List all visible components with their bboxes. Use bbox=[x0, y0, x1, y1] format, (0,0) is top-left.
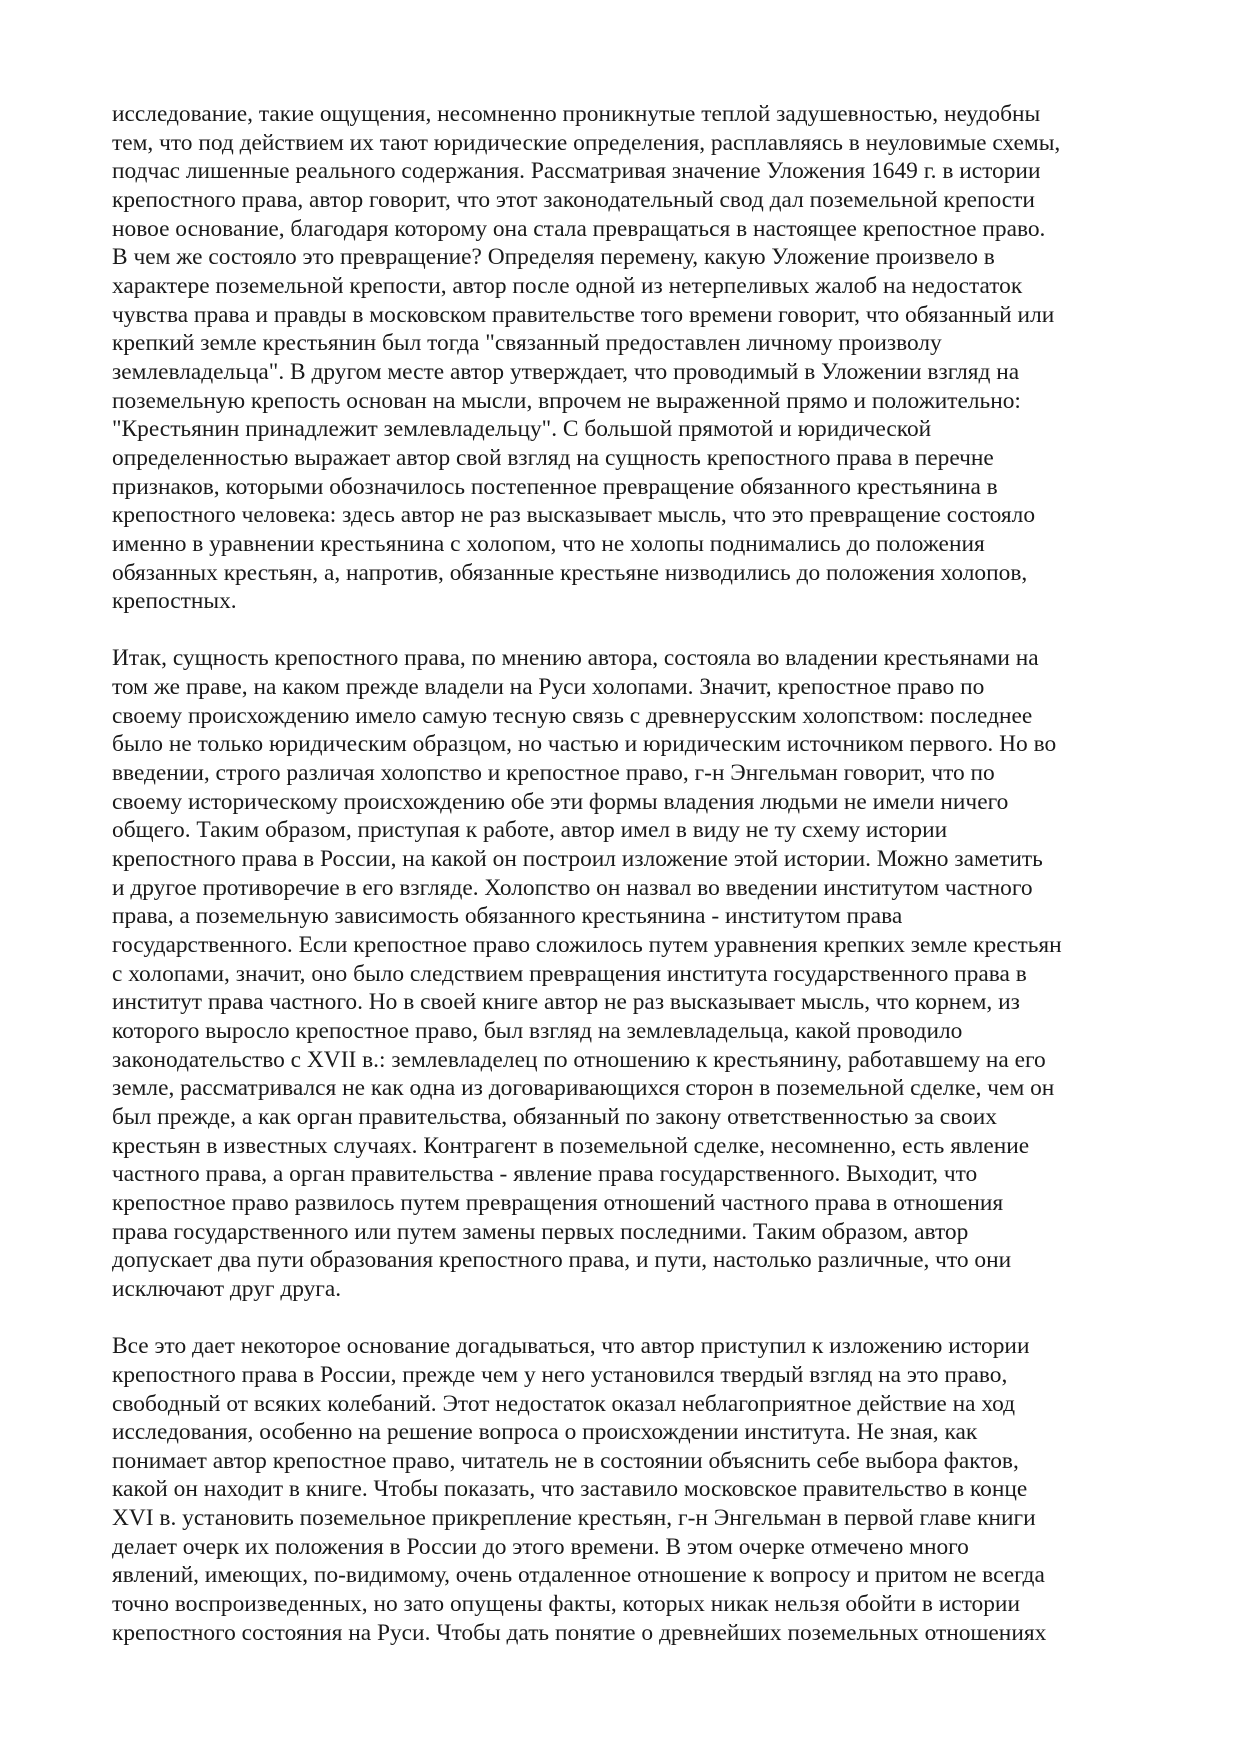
text-line: том же праве, на каком прежде владели на Руси холопами. Значит, крепостное право по bbox=[112, 674, 985, 701]
text-line: законодательство с XVII в.: землевладелец по отношению к крестьянину, работавшему на его bbox=[112, 1046, 1046, 1073]
paragraph-2 bbox=[112, 644, 1142, 1303]
text-line: "Крестьянин принадлежит землевладельцу". С большой прямотой и юридической bbox=[112, 416, 932, 443]
text-line: землевладельца". В другом месте автор утверждает, что проводимый в Уложении взгляд на bbox=[112, 358, 1020, 385]
text-line: делает очерк их положения в России до этого времени. В этом очерке отмечено много bbox=[112, 1533, 969, 1560]
text-line: Все это дает некоторое основание догадываться, что автор приступил к изложению истории bbox=[112, 1333, 1030, 1360]
text-line: тем, что под действием их тают юридические определения, расплавляясь в неуловимые схемы, bbox=[112, 129, 1061, 156]
text-line: В чем же состояло это превращение? Определяя перемену, какую Уложение произвело в bbox=[112, 244, 995, 271]
text-line: и другое противоречие в его взгляде. Холопство он назвал во введении институтом частного bbox=[112, 874, 1033, 901]
text-line: понимает автор крепостное право, читатель не в состоянии объяснить себе выбора фактов, bbox=[112, 1447, 1019, 1474]
text-line: которого выросло крепостное право, был взгляд на землевладельца, какой проводило bbox=[112, 1017, 963, 1044]
text-line: какой он находит в книге. Чтобы показать, что заставило московское правительство в конце bbox=[112, 1476, 1028, 1503]
text-line: крепостного права, автор говорит, что этот законодательный свод дал поземельной крепости bbox=[112, 186, 1035, 213]
text-line: исключают друг друга. bbox=[112, 1275, 342, 1302]
text-line: XVI в. установить поземельное прикрепление крестьян, г-н Энгельман в первой главе книги bbox=[112, 1505, 1036, 1532]
text-line: именно в уравнении крестьянина с холопом, что не холопы поднимались до положения bbox=[112, 530, 985, 557]
text-line: крепостное право развилось путем превращения отношений частного права в отношения bbox=[112, 1189, 1004, 1216]
text-line: введении, строго различая холопство и крепостное право, г-н Энгельман говорит, что по bbox=[112, 760, 995, 787]
text-line: характере поземельной крепости, автор после одной из нетерпеливых жалоб на недостаток bbox=[112, 272, 1023, 299]
text-line: допускает два пути образования крепостного права, и пути, настолько различные, что они bbox=[112, 1247, 1012, 1274]
text-line: своему историческому происхождению обе эти формы владения людьми не имели ничего bbox=[112, 788, 1009, 815]
text-line: институт права частного. Но в своей книге автор не раз высказывает мысль, что корнем, из bbox=[112, 989, 1020, 1016]
text-line: Итак, сущность крепостного права, по мнению автора, состояла во владении крестьянами на bbox=[112, 645, 1039, 672]
text-line: явлений, имеющих, по-видимому, очень отдаленное отношение к вопросу и притом не всегда bbox=[112, 1562, 1045, 1589]
text-line: определенностью выражает автор свой взгляд на сущность крепостного права в перечне bbox=[112, 444, 994, 471]
text-line: частного права, а орган правительства - явление права государственного. Выходит, что bbox=[112, 1161, 978, 1188]
text-line: был прежде, а как орган правительства, обязанный по закону ответственностью за своих bbox=[112, 1103, 997, 1130]
text-line: признаков, которыми обозначилось постепенное превращение обязанного крестьянина в bbox=[112, 473, 998, 500]
text-line: крестьян в известных случаях. Контрагент в поземельной сделке, несомненно, есть явление bbox=[112, 1132, 1030, 1159]
text-line: общего. Таким образом, приступая к работе, автор имел в виду не ту схему истории bbox=[112, 817, 948, 844]
paragraph-3 bbox=[112, 1332, 1142, 1647]
text-line: крепкий земле крестьянин был тогда "связанный предоставлен личному произволу bbox=[112, 330, 942, 357]
text-line: государственного. Если крепостное право сложилось путем уравнения крепких земле крестьян bbox=[112, 932, 1062, 959]
text-line: исследование, такие ощущения, несомненно проникнутые теплой задушевностью, неудобны bbox=[112, 101, 1041, 127]
paragraph-1 bbox=[112, 100, 1142, 616]
text-line: было не только юридическим образцом, но частью и юридическим источником первого. Но во bbox=[112, 731, 1057, 758]
text-line: земле, рассматривался не как одна из договаривающихся сторон в поземельной сделке, чем он bbox=[112, 1075, 1055, 1102]
text-line: поземельную крепость основан на мысли, впрочем не выраженной прямо и положительно: bbox=[112, 387, 1021, 414]
text-line: подчас лишенные реального содержания. Рассматривая значение Уложения 1649 г. в истории bbox=[112, 158, 1041, 185]
text-line: своему происхождению имело самую тесную связь с древнерусским холопством: последнее bbox=[112, 702, 1033, 729]
text-line: исследования, особенно на решение вопроса о происхождении института. Не зная, как bbox=[112, 1419, 978, 1446]
text-line: крепостных. bbox=[112, 588, 237, 615]
text-line: крепостного права в России, на какой он построил изложение этой истории. Можно заметить bbox=[112, 846, 1043, 873]
text-line: крепостного человека: здесь автор не раз высказывает мысль, что это превращение состояло bbox=[112, 502, 1036, 529]
text-line: права, а поземельную зависимость обязанного крестьянина - институтом права bbox=[112, 903, 903, 930]
text-line: новое основание, благодаря которому она стала превращаться в настоящее крепостное право. bbox=[112, 215, 1046, 242]
document-page bbox=[112, 100, 1142, 1676]
text-line: свободный от всяких колебаний. Этот недостаток оказал неблагоприятное действие на ход bbox=[112, 1390, 1016, 1417]
text-line: права государственного или путем замены первых последними. Таким образом, автор bbox=[112, 1218, 969, 1245]
text-line: точно воспроизведенных, но зато опущены факты, которых никак нельзя обойти в истории bbox=[112, 1591, 1020, 1618]
text-line: крепостного права в России, прежде чем у него установился твердый взгляд на это право, bbox=[112, 1361, 1008, 1388]
text-line: с холопами, значит, оно было следствием превращения института государственного права в bbox=[112, 960, 1027, 987]
text-line: обязанных крестьян, а, напротив, обязанные крестьяне низводились до положения холопов, bbox=[112, 559, 1028, 586]
text-line: крепостного состояния на Руси. Чтобы дать понятие о древнейших поземельных отношениях bbox=[112, 1619, 1047, 1646]
text-line: чувства права и правды в московском правительстве того времени говорит, что обязанный или bbox=[112, 301, 1055, 328]
